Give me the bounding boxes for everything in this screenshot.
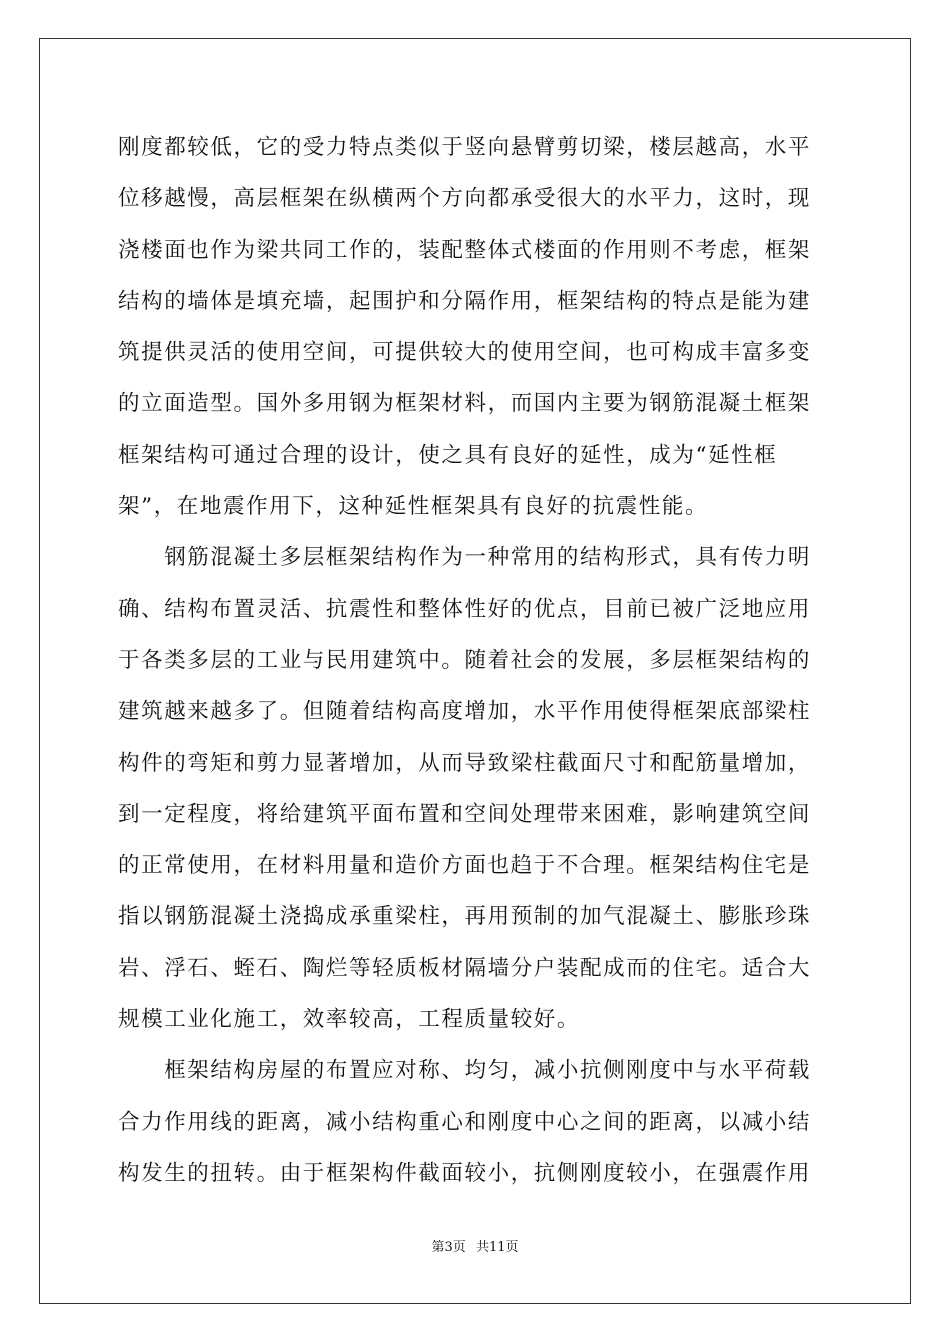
text-line: 到一定程度，将给建筑平面布置和空间处理带来困难，影响建筑空间 bbox=[118, 801, 812, 827]
text-line: 浇楼面也作为梁共同工作的，装配整体式楼面的作用则不考虑，框架 bbox=[118, 237, 812, 263]
page-number: 第3页 bbox=[431, 1240, 466, 1255]
text-line: 规模工业化施工，效率较高，工程质量较好。 bbox=[118, 1007, 581, 1033]
text-line: 框架结构房屋的布置应对称、均匀，减小抗侧刚度中与水平荷载 bbox=[118, 1058, 812, 1084]
text-line: 合力作用线的距离，减小结构重心和刚度中心之间的距离，以减小结 bbox=[118, 1109, 812, 1135]
text-line: 构件的弯矩和剪力显著增加，从而导致梁柱截面尺寸和配筋量增加， bbox=[118, 750, 812, 776]
text-line: 位移越慢，高层框架在纵横两个方向都承受很大的水平力，这时，现 bbox=[118, 186, 812, 212]
page-total: 共11页 bbox=[475, 1240, 519, 1255]
document-body bbox=[118, 122, 834, 1199]
text-line: 架”，在地震作用下，这种延性框架具有良好的抗震性能。 bbox=[118, 494, 709, 520]
text-line: 的立面造型。国外多用钢为框架材料，而国内主要为钢筋混凝土框架 bbox=[118, 391, 812, 417]
text-line: 指以钢筋混凝土浇捣成承重梁柱，再用预制的加气混凝土、膨胀珍珠 bbox=[118, 904, 812, 930]
text-line: 建筑越来越多了。但随着结构高度增加，水平作用使得框架底部梁柱 bbox=[118, 699, 812, 725]
text-line: 筑提供灵活的使用空间，可提供较大的使用空间，也可构成丰富多变 bbox=[118, 340, 812, 366]
text-line: 的正常使用，在材料用量和造价方面也趋于不合理。框架结构住宅是 bbox=[118, 853, 812, 879]
text-line: 钢筋混凝土多层框架结构作为一种常用的结构形式，具有传力明 bbox=[118, 545, 812, 571]
text-line: 刚度都较低，它的受力特点类似于竖向悬臂剪切梁，楼层越高，水平 bbox=[118, 135, 812, 160]
text-line: 框架结构可通过合理的设计，使之具有良好的延性，成为“延性框 bbox=[118, 442, 778, 468]
page-footer bbox=[0, 1236, 950, 1255]
text-line: 确、结构布置灵活、抗震性和整体性好的优点，目前已被广泛地应用 bbox=[118, 596, 812, 622]
text-line: 于各类多层的工业与民用建筑中。随着社会的发展，多层框架结构的 bbox=[118, 647, 812, 673]
text-line: 构发生的扭转。由于框架构件截面较小，抗侧刚度较小，在强震作用 bbox=[118, 1160, 812, 1186]
text-line: 结构的墙体是填充墙，起围护和分隔作用，框架结构的特点是能为建 bbox=[118, 288, 812, 314]
text-line: 岩、浮石、蛭石、陶烂等轻质板材隔墙分户装配成而的住宅。适合大 bbox=[118, 955, 812, 981]
